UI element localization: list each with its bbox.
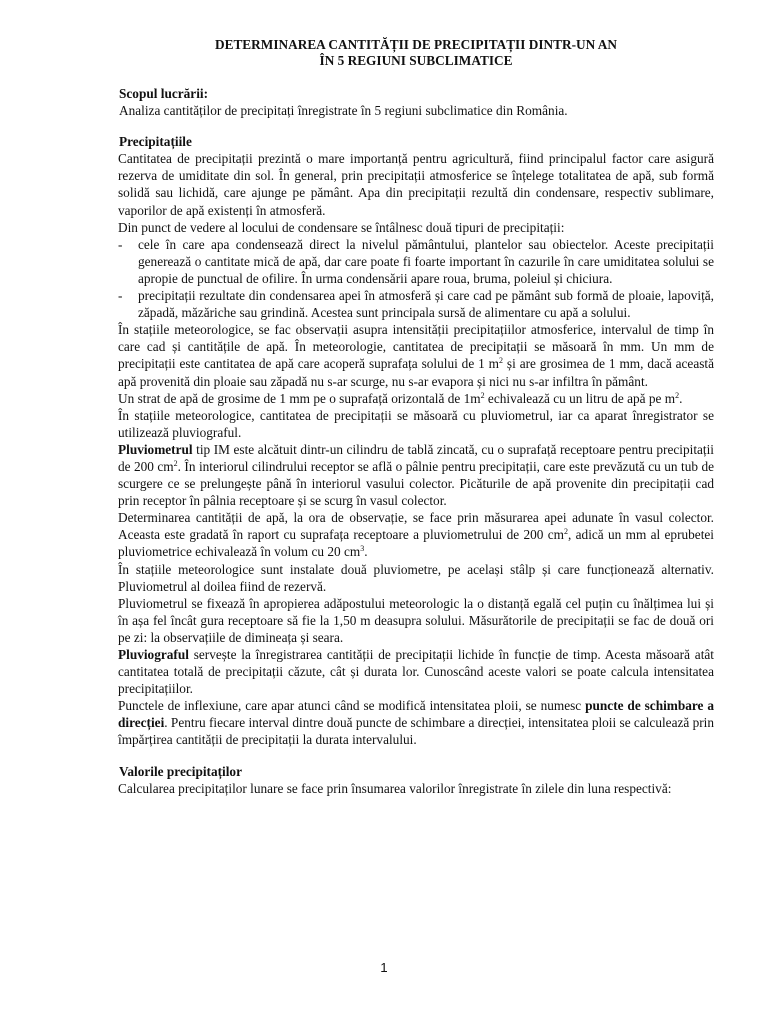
paragraph: În stațiile meteorologice, cantitatea de precipitații se măsoară cu pluviometrul, iar ca aparat înregistrator se utilizează pluviograful. [118, 407, 714, 440]
superscript: 2 [173, 458, 178, 468]
precipitation-types-list [118, 236, 714, 321]
bullet-dash: - [118, 236, 123, 252]
paragraph-text: , adică un mm al eprubetei pluviometrice echivalează în volum cu 20 cm [118, 527, 714, 560]
term-pluviometer: Pluviometrul [118, 441, 193, 457]
superscript: 3 [360, 544, 365, 554]
paragraph: Cantitatea de precipitații prezintă o mare importanță pentru agricultură, fiind principalul factor care asigură rezerva de umiditate din sol. În general, prin precipitații atmosferice se înțelege totalitatea de apă, sub formă solidă sau lichidă, care ajunge pe pământ. Apa din precipitații rezultă din condensare, respectiv sublimare, vaporilor de apă existenți în atmosferă. [118, 151, 714, 218]
paragraph: Din punct de vedere al locului de condensare se întâlnesc două tipuri de precipitații: [118, 219, 565, 235]
paragraph [118, 697, 714, 748]
paragraph-text: și are grosimea de 1 mm, dacă această apă provenită din ploaie sau zăpadă nu s-ar scurge, nu s-ar evapora și nici nu s-ar infiltra în pământ. [118, 356, 714, 389]
values-heading: Valorile precipitaților [119, 763, 242, 779]
superscript: 2 [675, 390, 680, 400]
paragraph-text: În stațiile meteorologice, se fac observații asupra intensității precipitațiilor atmosferice, intervalul de timp în care cad și cantitățile de apă. În meteorologie, cantitatea de precipitații se măsoară în mm. Un mm de precipitații este cantitatea de apă care acoperă suprafața solului de 1 m [118, 322, 714, 372]
paragraph [118, 390, 714, 407]
list-item-text: cele în care apa condensează direct la nivelul pământului, plantelor sau obiectelor. Aceste precipitații generează o cantitate mică de apă, dar care poate fi foarte important în cazurile în care umiditatea solului se apropie de punctual de ofilire. În urma condensării apare roua, bruma, poleiul și chiciura. [138, 236, 714, 286]
page-content [118, 37, 714, 797]
paragraph-text: echivalează cu un litru de apă pe m [484, 390, 676, 406]
document-title-line1: DETERMINAREA CANTITĂȚII DE PRECIPITAȚII DINTR-UN AN [214, 37, 618, 52]
term-pluviograph: Pluviograful [118, 647, 189, 662]
section-values [118, 763, 714, 797]
page-number: 1 [380, 960, 388, 975]
paragraph: În stațiile meteorologice sunt instalate două pluviometre, pe același stâlp și care funcționează alternativ. Pluviometrul al doilea fiind de rezervă. [118, 561, 714, 594]
superscript: 2 [564, 527, 569, 537]
paragraph-text: Punctele de inflexiune, care apar atunci când se modifică intensitatea ploii, se numesc [118, 698, 586, 714]
paragraph [118, 441, 714, 509]
scope-text: Analiza cantităților de precipitați înregistrate în 5 regiuni subclimatice din România. [119, 103, 568, 119]
paragraph-text: servește la înregistrarea cantității de precipitații lichide în funcție de timp. Acesta măsoară atât cantitatea totală de precipitații căzute, cât și durata lor. Cunoscând aceste valori se poate calcula intensitatea precipitațiilor. [118, 647, 714, 697]
paragraph-text: Determinarea cantității de apă, la ora de observație, se face prin măsurarea apei adunate în vasul colector. Aceasta este gradată în raport cu suprafața receptoare a pluviometrului de 200 cm [118, 510, 714, 543]
superscript: 2 [499, 356, 504, 366]
paragraph-text: . În interiorul cilindrului receptor se află o pâlnie pentru precipitații, care este prevăzută cu un tub de scurgere ce se prelungește până în interiorul vasului colector. Picăturile de apă provenite din precipitații cad prin receptor în pâlnia receptoare și se scurg în vasul colector. [118, 458, 714, 509]
term-direction-change-points: puncte de schimbare a direcției [118, 698, 715, 731]
paragraph: Calcularea precipitaților lunare se face prin însumarea valorilor înregistrate în zilele din luna respectivă: [118, 780, 672, 796]
scope-heading: Scopul lucrării: [119, 86, 209, 101]
list-item [118, 287, 714, 321]
paragraph [118, 321, 714, 389]
paragraph-text: tip IM este alcătuit dintr-un cilindru de tablă zincată, cu o suprafață receptoare pentru precipitații de 200 cm [118, 441, 714, 474]
precipitations-heading: Precipitațiile [119, 134, 192, 150]
superscript: 2 [480, 390, 485, 400]
paragraph: Pluviometrul se fixează în apropierea adăpostului meteorologic la o distanță egală cel puțin cu înălțimea lui și în așa fel încât gura receptoare să fie la 1,50 m deasupra solului. Măsurătorile de precipitații se fac de două ori pe zi: la observațiile de dimineața și seara. [118, 595, 714, 645]
paragraph-text: . [364, 544, 368, 560]
paragraph-text: Un strat de apă de grosime de 1 mm pe o suprafață orizontală de 1m [118, 390, 481, 406]
section-precipitations [118, 133, 714, 748]
paragraph-text: . [679, 390, 683, 406]
paragraph [118, 509, 714, 560]
list-item [118, 236, 714, 287]
paragraph [118, 646, 714, 697]
list-item-text: precipitații rezultate din condensarea apei în atmosferă și care cad pe pământ sub formă de ploaie, lapoviță, zăpadă, măzăriche sau grindină. Acestea sunt principala sursă de alimentare cu apă a solului. [138, 288, 714, 321]
paragraph-text: . Pentru fiecare interval dintre două puncte de schimbare a direcției, intensitatea ploii se calculează prin împărțirea cantității de precipitații la durata intervalului. [118, 715, 715, 748]
bullet-dash: - [118, 288, 123, 304]
document-title-line2: ÎN 5 REGIUNI SUBCLIMATICE [319, 53, 513, 68]
section-scope [118, 85, 714, 119]
